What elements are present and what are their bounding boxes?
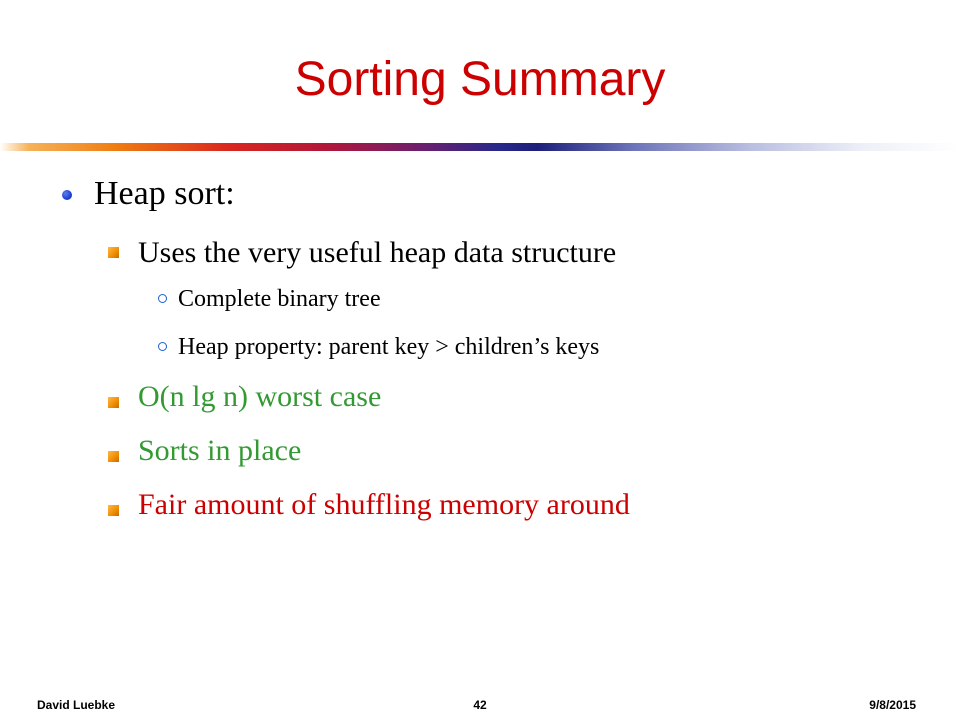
bullet-dot-icon (62, 190, 72, 200)
bullet-square-icon (108, 397, 119, 408)
bullet-point: Uses the very useful heap data structure (138, 236, 617, 269)
sub-bullet-point: Complete binary tree (178, 286, 381, 312)
slide-title: Sorting Summary (294, 53, 666, 106)
bullet-ring-icon (158, 342, 167, 351)
bullet-square-icon (108, 505, 119, 516)
footer-date: 9/8/2015 (869, 698, 916, 712)
bullet-square-icon (108, 451, 119, 462)
sub-bullet-point: Heap property: parent key > children’s keys (178, 334, 600, 360)
bullet-heading: Heap sort: (94, 175, 235, 212)
bullet-ring-icon (158, 294, 167, 303)
bullet-square-icon (108, 247, 119, 258)
bullet-point: Sorts in place (138, 434, 302, 467)
bullet-point: O(n lg n) worst case (138, 380, 382, 413)
footer-page-number: 42 (473, 698, 487, 712)
bullet-point: Fair amount of shuffling memory around (138, 488, 630, 521)
footer-author: David Luebke (37, 698, 116, 712)
